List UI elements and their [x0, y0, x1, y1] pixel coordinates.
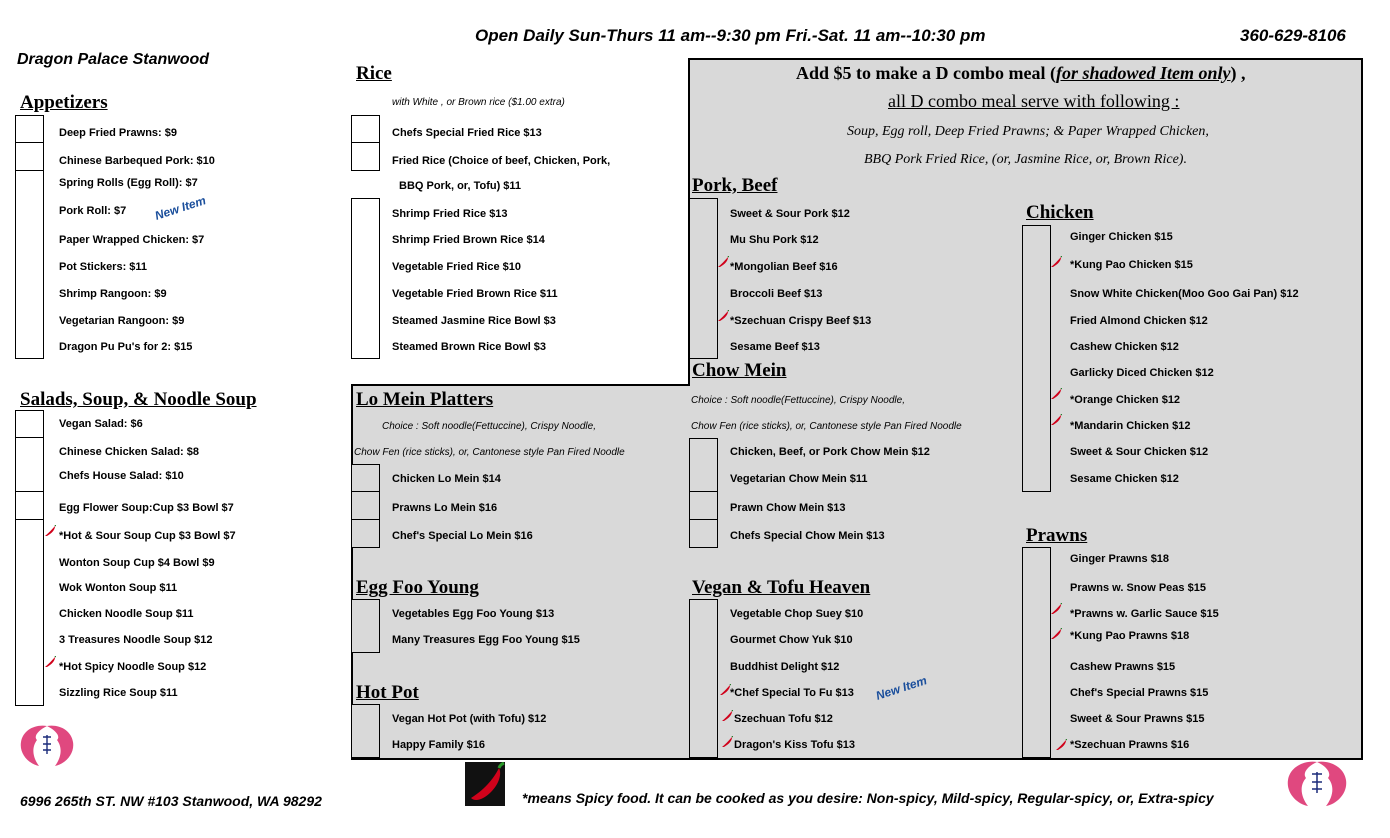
- section-appetizers: Appetizers: [20, 92, 108, 113]
- chili-pepper-icon: [1055, 739, 1067, 751]
- menu-item-rice: Shrimp Fried Rice $13: [392, 208, 508, 220]
- checkbox-pork-6[interactable]: [689, 331, 718, 359]
- menu-item-vegan: *Chef Special To Fu $13: [730, 687, 854, 699]
- chili-pepper-icon: [1050, 414, 1062, 426]
- checkbox-prawns-6[interactable]: [1022, 678, 1051, 706]
- chili-pepper-icon: [717, 256, 729, 268]
- checkbox-chicken-4[interactable]: [1022, 306, 1051, 334]
- checkbox-chicken-6[interactable]: [1022, 358, 1051, 386]
- chili-pepper-icon: [1050, 388, 1062, 400]
- checkbox-prawns-5[interactable]: [1022, 652, 1051, 680]
- checkbox-lomein-2[interactable]: [351, 492, 380, 520]
- menu-item-chicken: Sweet & Sour Chicken $12: [1070, 446, 1209, 458]
- menu-item-chicken: Snow White Chicken(Moo Goo Gai Pan) $12: [1070, 288, 1299, 300]
- checkbox-vegan-4[interactable]: [689, 678, 718, 706]
- lomein-choice-note-2: Chow Fen (rice sticks), or, Cantonese style Pan Fired Noodle: [354, 447, 625, 458]
- restaurant-name: Dragon Palace Stanwood: [17, 51, 210, 68]
- menu-item-vegan: Dragon's Kiss Tofu $13: [734, 739, 855, 751]
- checkbox-prawns-8[interactable]: [1022, 730, 1051, 758]
- menu-item-appetizer: Vegetarian Rangoon: $9: [59, 315, 185, 327]
- menu-item-chicken: Garlicky Diced Chicken $12: [1070, 367, 1214, 379]
- menu-item-vegan: Vegetable Chop Suey $10: [730, 608, 864, 620]
- checkbox-salad-1[interactable]: [15, 410, 44, 438]
- menu-item-salad: Sizzling Rice Soup $11: [59, 687, 178, 699]
- checkbox-vegan-3[interactable]: [689, 652, 718, 680]
- menu-item-rice: Vegetable Fried Brown Rice $11: [392, 288, 558, 300]
- menu-item-salad: Wok Wonton Soup $11: [59, 582, 178, 594]
- menu-item-chicken: *Mandarin Chicken $12: [1070, 420, 1191, 432]
- opening-hours: Open Daily Sun-Thurs 11 am--9:30 pm Fri.-Sat. 11 am--10:30 pm: [475, 26, 986, 45]
- menu-item-prawns: Chef's Special Prawns $15: [1070, 687, 1209, 699]
- checkbox-chicken-9[interactable]: [1022, 438, 1051, 466]
- checkbox-chicken-10[interactable]: [1022, 464, 1051, 492]
- checkbox-salad-9[interactable]: [15, 625, 44, 653]
- section-egg-foo-young: Egg Foo Young: [356, 577, 479, 598]
- checkbox-rice-8[interactable]: [351, 306, 380, 334]
- checkbox-eggfoo-1[interactable]: [351, 599, 380, 627]
- checkbox-salad-6[interactable]: [15, 547, 44, 575]
- checkbox-salad-8[interactable]: [15, 599, 44, 627]
- checkbox-vegan-1[interactable]: [689, 599, 718, 627]
- checkbox-salad-4[interactable]: [15, 492, 44, 520]
- chowmein-choice-note-2: Chow Fen (rice sticks), or, Cantonese style Pan Fired Noodle: [691, 421, 962, 432]
- menu-item-pork: Mu Shu Pork $12: [730, 234, 819, 246]
- checkbox-appetizer-6[interactable]: [15, 252, 44, 280]
- menu-item-appetizer: Pork Roll: $7: [59, 205, 127, 217]
- combo-offer-text: Add $5 to make a D combo meal (: [796, 63, 1056, 83]
- menu-item-chowmein: Chicken, Beef, or Pork Chow Mein $12: [730, 446, 930, 458]
- menu-item-chicken: *Orange Chicken $12: [1070, 394, 1181, 406]
- section-chicken: Chicken: [1026, 202, 1094, 223]
- menu-item-rice: BBQ Pork, or, Tofu) $11: [399, 180, 522, 192]
- menu-item-prawns: *Kung Pao Prawns $18: [1070, 630, 1190, 642]
- menu-item-lomein: Chef's Special Lo Mein $16: [392, 530, 533, 542]
- chowmein-choice-note-1: Choice : Soft noodle(Fettuccine), Crispy Noodle,: [691, 395, 905, 406]
- section-lo-mein: Lo Mein Platters: [356, 389, 494, 410]
- menu-item-chowmein: Chefs Special Chow Mein $13: [730, 530, 885, 542]
- checkbox-salad-2[interactable]: [15, 438, 44, 466]
- menu-item-vegan: Szechuan Tofu $12: [734, 713, 833, 725]
- checkbox-salad-5[interactable]: [15, 520, 44, 548]
- checkbox-appetizer-3[interactable]: [15, 171, 44, 199]
- checkbox-chicken-1[interactable]: [1022, 225, 1051, 253]
- checkbox-vegan-6[interactable]: [689, 730, 718, 758]
- checkbox-appetizer-4[interactable]: [15, 198, 44, 226]
- checkbox-prawns-2[interactable]: [1022, 573, 1051, 601]
- dragon-logo-icon: [17, 722, 77, 768]
- checkbox-rice-1[interactable]: [351, 115, 380, 143]
- menu-item-vegan: Gourmet Chow Yuk $10: [730, 634, 853, 646]
- checkbox-chowmein-3[interactable]: [689, 492, 718, 520]
- section-salads-soups: Salads, Soup, & Noodle Soup: [20, 389, 257, 410]
- combo-serve-line2: BBQ Pork Fried Rice, (or, Jasmine Rice, or, Brown Rice).: [864, 152, 1187, 167]
- chili-pepper-icon: [1050, 603, 1062, 615]
- chili-pepper-icon: [44, 656, 56, 668]
- section-chow-mein: Chow Mein: [692, 360, 787, 381]
- menu-item-hotpot: Happy Family $16: [392, 739, 485, 751]
- checkbox-appetizer-5[interactable]: [15, 225, 44, 253]
- combo-offer: [796, 63, 1246, 84]
- checkbox-chowmein-2[interactable]: [689, 464, 718, 492]
- checkbox-salad-11[interactable]: [15, 678, 44, 706]
- menu-item-rice: Shrimp Fried Brown Rice $14: [392, 234, 545, 246]
- menu-item-salad: Chicken Noodle Soup $11: [59, 608, 194, 620]
- new-item-badge: New Item: [874, 673, 929, 703]
- chili-pepper-icon: [719, 684, 731, 696]
- checkbox-rice-6[interactable]: [351, 252, 380, 280]
- section-pork-beef: Pork, Beef: [692, 175, 778, 196]
- checkbox-pork-5[interactable]: [689, 306, 718, 334]
- checkbox-salad-7[interactable]: [15, 573, 44, 601]
- menu-item-appetizer: Spring Rolls (Egg Roll): $7: [59, 177, 198, 189]
- dragon-logo-icon: [1284, 758, 1350, 808]
- menu-item-prawns: *Prawns w. Garlic Sauce $15: [1070, 608, 1219, 620]
- checkbox-rice-9[interactable]: [351, 331, 380, 359]
- checkbox-chicken-2[interactable]: [1022, 252, 1051, 280]
- rice-note: with White , or Brown rice ($1.00 extra): [392, 97, 565, 108]
- checkbox-rice-4[interactable]: [351, 198, 380, 226]
- checkbox-rice-2[interactable]: [351, 143, 380, 171]
- menu-item-prawns: Sweet & Sour Prawns $15: [1070, 713, 1205, 725]
- chili-pepper-icon: [44, 525, 56, 537]
- checkbox-pork-4[interactable]: [689, 279, 718, 307]
- checkbox-appetizer-7[interactable]: [15, 279, 44, 307]
- checkbox-appetizer-2[interactable]: [15, 143, 44, 171]
- checkbox-rice-7[interactable]: [351, 279, 380, 307]
- menu-item-salad: *Hot Spicy Noodle Soup $12: [59, 661, 207, 673]
- menu-item-appetizer: Paper Wrapped Chicken: $7: [59, 234, 205, 246]
- menu-item-appetizer: Pot Stickers: $11: [59, 261, 148, 273]
- checkbox-lomein-3[interactable]: [351, 520, 380, 548]
- checkbox-prawns-7[interactable]: [1022, 704, 1051, 732]
- chili-pepper-icon: [1050, 628, 1062, 640]
- menu-item-pork: *Szechuan Crispy Beef $13: [730, 315, 872, 327]
- chili-pepper-icon: [717, 310, 729, 322]
- menu-item-appetizer: Dragon Pu Pu's for 2: $15: [59, 341, 193, 353]
- checkbox-eggfoo-2[interactable]: [351, 625, 380, 653]
- menu-item-appetizer: Deep Fried Prawns: $9: [59, 127, 177, 139]
- section-hot-pot: Hot Pot: [356, 682, 419, 703]
- checkbox-hotpot-1[interactable]: [351, 704, 380, 732]
- menu-item-pork: Broccoli Beef $13: [730, 288, 823, 300]
- menu-item-prawns: Prawns w. Snow Peas $15: [1070, 582, 1206, 594]
- menu-item-prawns: Cashew Prawns $15: [1070, 661, 1176, 673]
- menu-item-chowmein: Vegetarian Chow Mein $11: [730, 473, 868, 485]
- menu-item-salad: Chefs House Salad: $10: [59, 470, 184, 482]
- menu-item-pork: Sweet & Sour Pork $12: [730, 208, 850, 220]
- menu-item-pork: Sesame Beef $13: [730, 341, 820, 353]
- chili-pepper-icon: [721, 710, 733, 722]
- menu-item-appetizer: Chinese Barbequed Pork: $10: [59, 155, 215, 167]
- checkbox-appetizer-1[interactable]: [15, 115, 44, 143]
- menu-item-salad: Chinese Chicken Salad: $8: [59, 446, 199, 458]
- menu-item-chicken: *Kung Pao Chicken $15: [1070, 259, 1193, 271]
- spicy-legend-note: *means Spicy food. It can be cooked as you desire: Non-spicy, Mild-spicy, Regular-spicy, or, Extra-spicy: [522, 790, 1214, 806]
- checkbox-prawns-4[interactable]: [1022, 625, 1051, 653]
- menu-item-appetizer: Shrimp Rangoon: $9: [59, 288, 167, 300]
- menu-item-salad: Wonton Soup Cup $4 Bowl $9: [59, 557, 215, 569]
- checkbox-lomein-1[interactable]: [351, 464, 380, 492]
- menu-item-chicken: Fried Almond Chicken $12: [1070, 315, 1208, 327]
- menu-item-eggfoo: Vegetables Egg Foo Young $13: [392, 608, 555, 620]
- menu-item-vegan: Buddhist Delight $12: [730, 661, 840, 673]
- menu-item-rice: Fried Rice (Choice of beef, Chicken, Pork,: [392, 155, 611, 167]
- checkbox-prawns-1[interactable]: [1022, 547, 1051, 575]
- combo-offer-shadowed: for shadowed Item only: [1055, 63, 1231, 83]
- checkbox-chowmein-1[interactable]: [689, 438, 718, 466]
- menu-item-rice: Chefs Special Fried Rice $13: [392, 127, 542, 139]
- checkbox-rice-5[interactable]: [351, 225, 380, 253]
- menu-item-salad: *Hot & Sour Soup Cup $3 Bowl $7: [59, 530, 236, 542]
- menu-item-hotpot: Vegan Hot Pot (with Tofu) $12: [392, 713, 547, 725]
- checkbox-appetizer-9[interactable]: [15, 331, 44, 359]
- menu-item-eggfoo: Many Treasures Egg Foo Young $15: [392, 634, 580, 646]
- checkbox-pork-3[interactable]: [689, 252, 718, 280]
- checkbox-chicken-8[interactable]: [1022, 411, 1051, 439]
- section-vegan-tofu: Vegan & Tofu Heaven: [692, 577, 871, 598]
- menu-item-lomein: Prawns Lo Mein $16: [392, 502, 498, 514]
- phone-number: 360-629-8106: [1240, 26, 1346, 45]
- menu-item-chicken: Cashew Chicken $12: [1070, 341, 1179, 353]
- menu-item-prawns: Ginger Prawns $18: [1070, 553, 1170, 565]
- menu-item-rice: Steamed Brown Rice Bowl $3: [392, 341, 547, 353]
- chili-pepper-icon: [1050, 256, 1062, 268]
- section-prawns: Prawns: [1026, 525, 1088, 546]
- combo-serve-line1: Soup, Egg roll, Deep Fried Prawns; & Paper Wrapped Chicken,: [847, 124, 1209, 139]
- checkbox-chicken-7[interactable]: [1022, 385, 1051, 413]
- checkbox-chowmein-4[interactable]: [689, 520, 718, 548]
- chili-pepper-icon: [721, 736, 733, 748]
- menu-item-salad: 3 Treasures Noodle Soup $12: [59, 634, 213, 646]
- menu-item-salad: Vegan Salad: $6: [59, 418, 143, 430]
- checkbox-salad-10[interactable]: [15, 652, 44, 680]
- menu-item-salad: Egg Flower Soup:Cup $3 Bowl $7: [59, 502, 234, 514]
- checkbox-salad-3[interactable]: [15, 464, 44, 492]
- checkbox-prawns-3[interactable]: [1022, 599, 1051, 627]
- menu-item-lomein: Chicken Lo Mein $14: [392, 473, 501, 485]
- menu-item-rice: Steamed Jasmine Rice Bowl $3: [392, 315, 556, 327]
- checkbox-pork-1[interactable]: [689, 198, 718, 226]
- menu-item-chowmein: Prawn Chow Mein $13: [730, 502, 846, 514]
- section-rice: Rice: [356, 63, 392, 84]
- menu-item-prawns: *Szechuan Prawns $16: [1070, 739, 1190, 751]
- checkbox-chicken-3[interactable]: [1022, 279, 1051, 307]
- checkbox-pork-2[interactable]: [689, 225, 718, 253]
- checkbox-chicken-5[interactable]: [1022, 331, 1051, 359]
- restaurant-address: 6996 265th ST. NW #103 Stanwood, WA 98292: [20, 793, 322, 809]
- menu-item-pork: *Mongolian Beef $16: [730, 261, 838, 273]
- checkbox-vegan-5[interactable]: [689, 704, 718, 732]
- combo-offer-end: ) ,: [1230, 63, 1246, 83]
- menu-item-rice: Vegetable Fried Rice $10: [392, 261, 522, 273]
- chili-pepper-icon: [465, 762, 505, 806]
- checkbox-vegan-2[interactable]: [689, 625, 718, 653]
- menu-item-chicken: Ginger Chicken $15: [1070, 231, 1173, 243]
- new-item-badge: New Item: [153, 193, 208, 223]
- menu-item-chicken: Sesame Chicken $12: [1070, 473, 1179, 485]
- checkbox-appetizer-8[interactable]: [15, 306, 44, 334]
- lomein-choice-note-1: Choice : Soft noodle(Fettuccine), Crispy Noodle,: [382, 421, 596, 432]
- checkbox-hotpot-2[interactable]: [351, 730, 380, 758]
- combo-serve-heading: all D combo meal serve with following :: [888, 91, 1180, 111]
